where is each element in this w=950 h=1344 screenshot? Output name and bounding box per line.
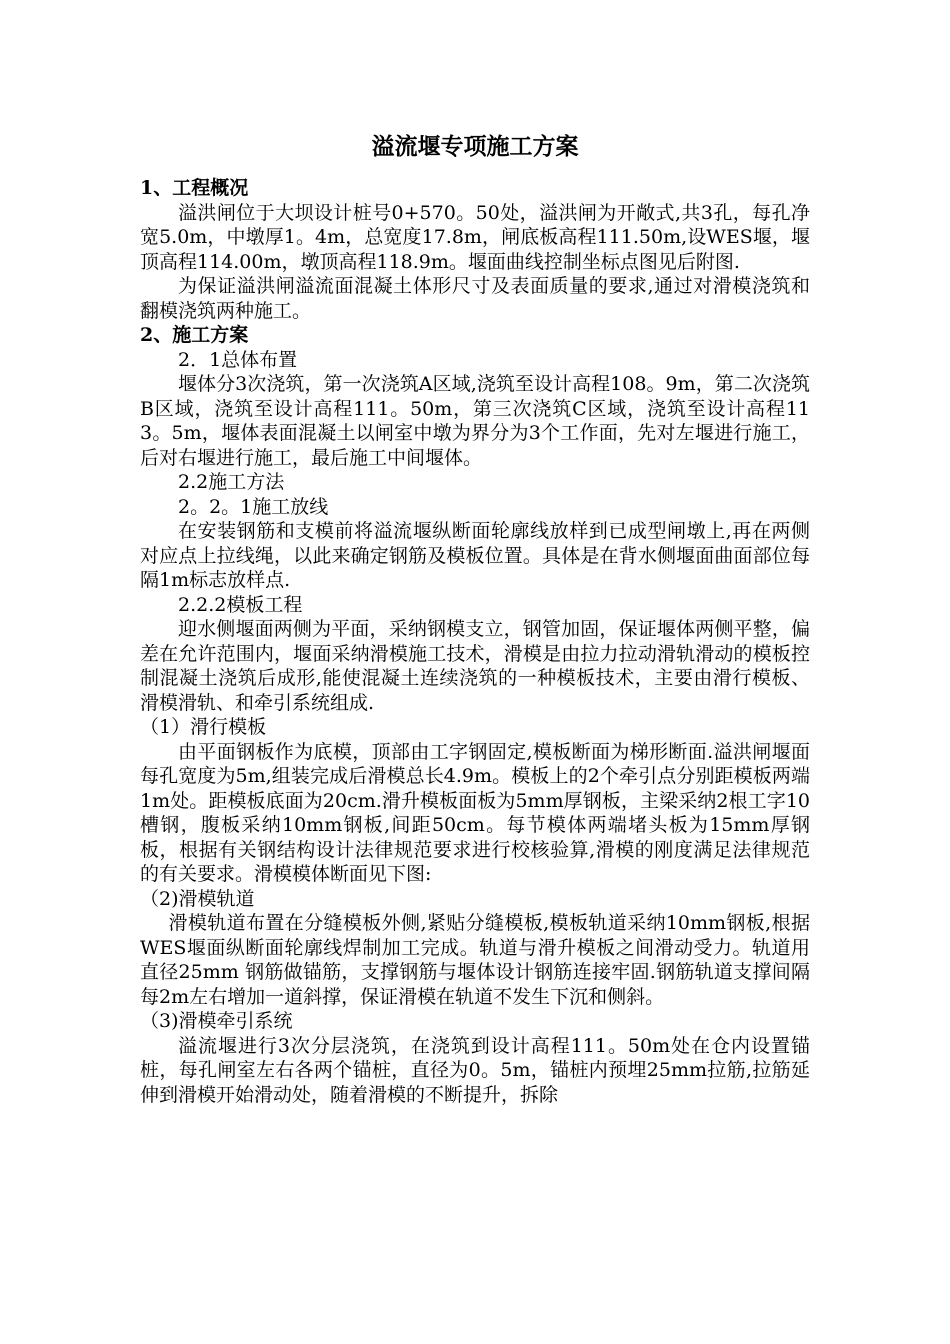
item-heading: （2)滑模轨道: [140, 887, 255, 910]
paragraph: 为保证溢洪闸溢流面混凝土体形尺寸及表面质量的要求,通过对滑模浇筑和翻模浇筑两种施工。: [140, 275, 810, 322]
item-heading: （3)滑模牵引系统: [140, 1010, 293, 1032]
item-heading: （1）滑行模板: [140, 716, 267, 738]
subsection-heading: 2．1总体布置: [178, 348, 298, 371]
paragraph: 溢洪闸位于大坝设计桩号0+570。50处，溢洪闸为开敞式,共3孔，每孔净宽5.0m，中墩厚1。4m，总宽度17.8m，闸底板高程111.50m,设WES堰，堰顶高程114.00m，墩顶高程118.9m。堰面曲线控制坐标点图见后附图.: [140, 201, 810, 273]
paragraph: 堰体分3次浇筑，第一次浇筑A区域,浇筑至设计高程108。9m，第二次浇筑B区域，浇筑至设计高程111。50m，第三次浇筑C区域，浇筑至设计高程113。5m，堰体表面混凝土以闸室中墩为界分为3个工作面，先对左堰进行施工，后对右堰进行施工，最后施工中间堰体。: [140, 373, 810, 469]
paragraph: 在安装钢筋和支模前将溢流堰纵断面轮廓线放样到已成型闸墩上,再在两侧对应点上拉线绳，以此来确定钢筋及模板位置。具体是在背水侧堰面曲面部位每隔1m标志放样点.: [140, 520, 810, 591]
document-title: 溢流堰专项施工方案: [371, 133, 579, 160]
section-heading-plan: 2、施工方案: [140, 324, 249, 346]
subsection-heading: 2.2施工方法: [178, 471, 285, 493]
subsection-heading: 2。2。1施工放线: [178, 495, 329, 518]
paragraph: 滑模轨道布置在分缝模板外侧,紧贴分缝模板,模板轨道采纳10mm钢板,根据WES堰面纵断面轮廓线焊制加工完成。轨道与滑升模板之间滑动受力。轨道用直径25mm 钢筋做锚筋，支撑钢筋与堰体设计钢筋连接牢固.钢筋轨道支撑间隔每2m左右增加一道斜撑，保证滑模在轨道不发生下沉和侧斜。: [140, 912, 810, 1008]
paragraph: 由平面钢板作为底模，顶部由工字钢固定,模板断面为梯形断面.溢洪闸堰面每孔宽度为5m,组装完成后滑模总长4.9m。模板上的2个牵引点分别距模板两端1m处。距模板底面为20cm.滑升模板面板为5mm厚钢板，主梁采纳2根工字10槽钢，腹板采纳10mm钢板,间距50cm。每节模体两端堵头板为15mm厚钢板，根据有关钢结构设计法律规范要求进行校核验算,滑模的刚度满足法律规范的有关要求。滑模模体断面见下图:: [140, 740, 810, 885]
paragraph: 迎水侧堰面两侧为平面，采纳钢模支立，钢管加固，保证堰体两侧平整，偏差在允许范围内，堰面采纳滑模施工技术，滑模是由拉力拉动滑轨滑动的模板控制混凝土浇筑后成形,能使混凝土连续浇筑的一种模板技术，主要由滑行模板、滑模滑轨、和牵引系统组成.: [140, 618, 810, 714]
subsection-heading: 2.2.2模板工程: [178, 593, 303, 616]
section-heading-overview: 1、工程概况: [140, 177, 249, 199]
paragraph: 溢流堰进行3次分层浇筑，在浇筑到设计高程111。50m处在仓内设置锚桩，每孔闸室左右各两个锚桩，直径为0。5m，锚桩内预埋25mm拉筋,拉筋延伸到滑模开始滑动处，随着滑模的不断提升，拆除: [140, 1034, 810, 1106]
